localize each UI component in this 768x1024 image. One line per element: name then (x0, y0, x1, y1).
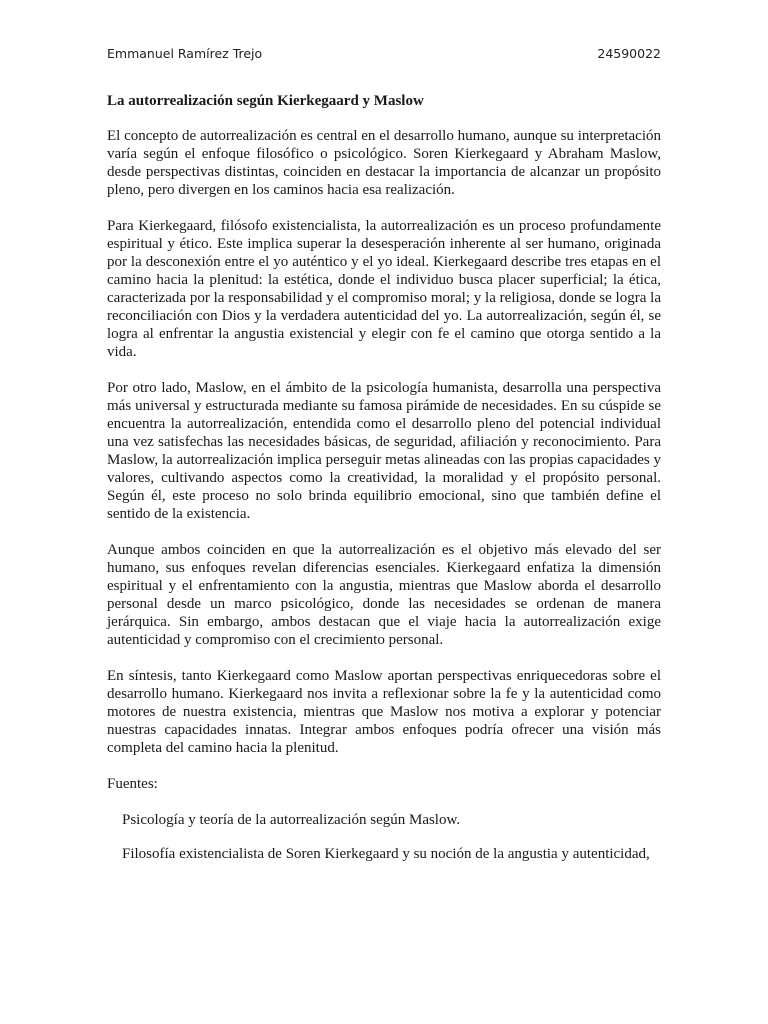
source-item-maslow: Psicología y teoría de la autorrealización según Maslow. (122, 812, 461, 828)
source-item-kierkegaard: Filosofía existencialista de Soren Kierkegaard y su noción de la angustia y autenticidad, (122, 846, 650, 862)
author-name: Emmanuel Ramírez Trejo (107, 46, 263, 61)
document-title: La autorrealización según Kierkegaard y Maslow (107, 93, 424, 109)
paragraph-maslow: Por otro lado, Maslow, en el ámbito de la psicología humanista, desarrolla una perspectiva más universal y estructurada mediante su famosa pirámide de necesidades. En su cúspide se encuentra la autorrealización, entendida como el desarrollo pleno del potencial individual una vez satisfechas las necesidades básicas, de seguridad, afiliación y reconocimiento. Para Maslow, la autorrealización implica perseguir metas alineadas con las propias capacidades y valores, cultivando aspectos como la creatividad, la moralidad y el propósito personal. Según él, este proceso no solo brinda equilibrio emocional, sino que también define el sentido de la existencia. (107, 380, 661, 522)
sources-heading: Fuentes: (107, 776, 158, 792)
student-id: 24590022 (597, 46, 661, 61)
paragraph-comparison: Aunque ambos coinciden en que la autorrealización es el objetivo más elevado del ser humano, sus enfoques revelan diferencias esenciales. Kierkegaard enfatiza la dimensión espiritual y el enfrentamiento con la angustia, mientras que Maslow aborda el desarrollo personal desde un marco psicológico, donde las necesidades se ordenan de manera jerárquica. Sin embargo, ambos destacan que el viaje hacia la autorrealización exige autenticidad y compromiso con el crecimiento personal. (107, 542, 661, 648)
page-header (107, 46, 661, 62)
document-body (107, 127, 661, 879)
paragraph-kierkegaard: Para Kierkegaard, filósofo existencialista, la autorrealización es un proceso profundamente espiritual y ético. Este implica superar la desesperación inherente al ser humano, originada por la desconexión entre el yo auténtico y el yo ideal. Kierkegaard describe tres etapas en el camino hacia la plenitud: la estética, donde el individuo busca placer superficial; la ética, caracterizada por la responsabilidad y el compromiso moral; y la religiosa, donde se logra la reconciliación con Dios y la verdadera autenticidad del yo. La autorrealización, según él, se logra al enfrentar la angustia existencial y elegir con fe el camino que otorga sentido a la vida. (107, 218, 661, 360)
paragraph-intro: El concepto de autorrealización es central en el desarrollo humano, aunque su interpretación varía según el enfoque filosófico o psicológico. Soren Kierkegaard y Abraham Maslow, desde perspectivas distintas, coinciden en destacar la importancia de alcanzar un propósito pleno, pero divergen en los caminos hacia esa realización. (107, 128, 661, 198)
paragraph-conclusion: En síntesis, tanto Kierkegaard como Maslow aportan perspectivas enriquecedoras sobre el desarrollo humano. Kierkegaard nos invita a reflexionar sobre la fe y la autenticidad como motores de nuestra existencia, mientras que Maslow nos motiva a explorar y potenciar nuestras capacidades innatas. Integrar ambos enfoques podría ofrecer una visión más completa del camino hacia la plenitud. (107, 668, 661, 756)
